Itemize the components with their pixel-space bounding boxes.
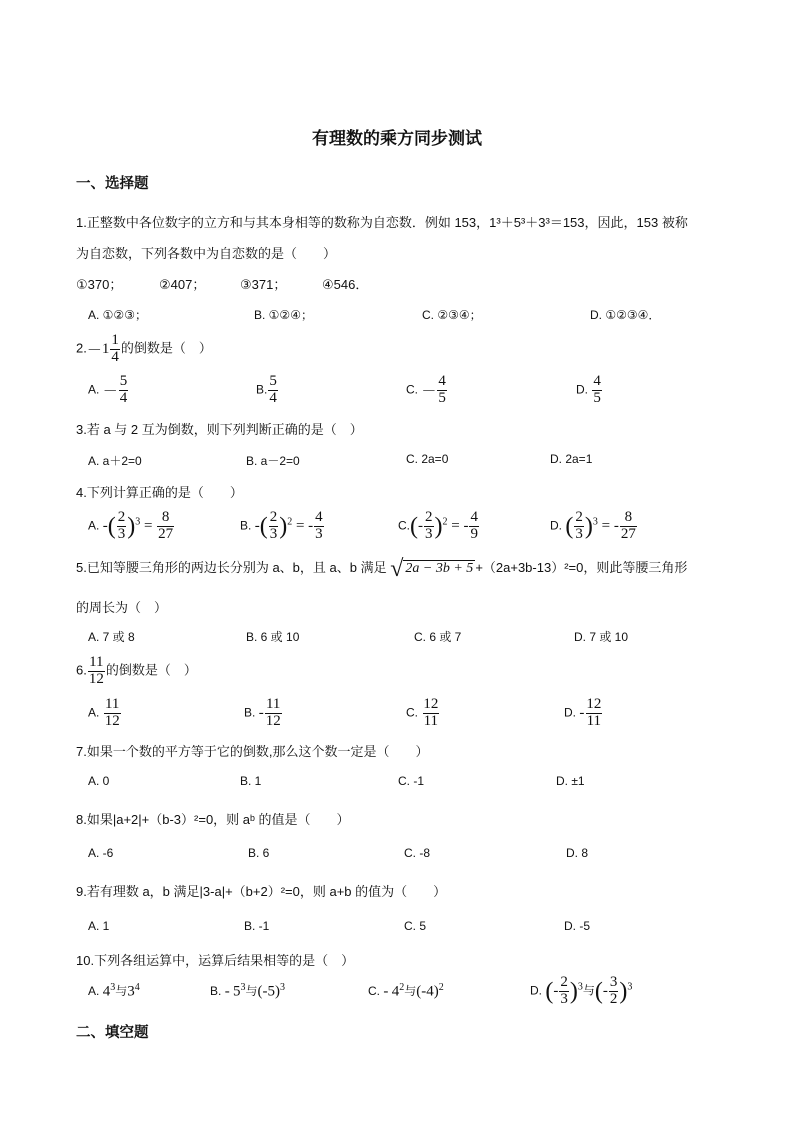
q10-option-d[interactable]: D. (- $\frac{2}{3}$ )$^3$与(- $\frac{3}{2}$ )$^3$ [530, 974, 633, 1007]
q2-number: 2. [76, 340, 87, 356]
q9-option-b[interactable]: B. -1 [244, 919, 270, 933]
q1-option-b[interactable]: B. ①②④； [254, 308, 313, 322]
q2-whole: 1 [101, 340, 110, 357]
q9-option-c[interactable]: C. 5 [404, 919, 427, 933]
q8-option-c[interactable]: C. -8 [404, 846, 431, 860]
q5-stem-suffix: +（2a+3b-13）²=0，则此等腰三角形 [475, 560, 688, 575]
q8-option-b[interactable]: B. 6 [248, 846, 270, 860]
q5-stem-prefix: 5.已知等腰三角形的两边长分别为 a、b，且 a、b 满足 [76, 560, 387, 575]
question-8: 8.如果|a+2|+（b-3）²=0，则 aᵇ 的值是（ ） [76, 812, 350, 827]
q3-option-b[interactable]: B. a－2=0 [246, 454, 300, 468]
page-title: 有理数的乘方同步测试 [312, 129, 482, 148]
q1-item-4: ④546． [322, 277, 369, 292]
q4-option-c[interactable]: C.(- $\frac{2}{3}$ )$^2$ = - $\frac{4}{9}$ [398, 509, 478, 542]
question-3: 3.若 a 与 2 互为倒数，则下列判断正确的是（ ） [76, 422, 363, 437]
q1-option-a[interactable]: A. ①②③； [88, 308, 147, 322]
q5-option-d[interactable]: D. 7 或 10 [574, 630, 629, 644]
q2-option-d[interactable]: D. $\frac{4}{5}$ [576, 373, 601, 406]
q3-option-d[interactable]: D. 2a=1 [550, 452, 593, 466]
question-2 [76, 333, 212, 366]
question-10: 10.下列各组运算中，运算后结果相等的是（ ） [76, 953, 355, 968]
q10-option-a[interactable]: A. $4^3$与$3^4$ [88, 982, 140, 1000]
q1-item-3: ③371； [240, 277, 287, 292]
q8-option-d[interactable]: D. 8 [566, 846, 589, 860]
question-5-line-1 [76, 556, 687, 583]
question-1-line-1: 1.正整数中各位数字的立方和与其本身相等的数称为自恋数．例如 153，1³＋5³＋3³＝153，因此，153 被称 [76, 215, 688, 230]
q7-option-d[interactable]: D. ±1 [556, 774, 585, 788]
q7-option-a[interactable]: A. 0 [88, 774, 110, 788]
question-5-line-2: 的周长为（ ） [76, 600, 168, 615]
q4-option-d[interactable]: D. ( $\frac{2}{3}$ )$^3$ = - $\frac{8}{27}$ [550, 509, 636, 542]
question-9: 9.若有理数 a，b 满足|3-a|+（b+2）²=0，则 a+b 的值为（ ） [76, 884, 447, 899]
q1-item-1: ①370； [76, 277, 123, 292]
q6-option-a[interactable]: A. $\frac{11}{12}$ [88, 696, 120, 729]
question-6: 6. $\frac{11}{12}$ 的倒数是（ ） [76, 654, 197, 687]
q10-option-c[interactable]: C. - $4^2$与$(-4)^2$ [368, 982, 444, 1000]
q4-option-b[interactable]: B. -( $\frac{2}{3}$ )$^2$ = - $\frac{4}{3}$ [240, 509, 323, 542]
q6-option-c[interactable]: C. $\frac{12}{11}$ [406, 696, 439, 729]
q4-option-a[interactable]: A. -( $\frac{2}{3}$ )$^3$ = $\frac{8}{27}$ [88, 509, 174, 542]
q1-option-d[interactable]: D. ①②③④． [590, 308, 661, 322]
q7-option-b[interactable]: B. 1 [240, 774, 262, 788]
section-heading-fill: 二、填空题 [76, 1025, 149, 1041]
q6-option-b[interactable]: B. - $\frac{11}{12}$ [244, 696, 281, 729]
q2-minus: － [86, 342, 102, 359]
q6-option-d[interactable]: D. - $\frac{12}{11}$ [564, 696, 602, 729]
q2-option-c[interactable]: C. － $\frac{4}{5}$ [406, 373, 446, 406]
q1-item-2: ②407； [159, 277, 206, 292]
q10-option-b[interactable]: B. - $5^3$与$(-5)^3$ [210, 982, 286, 1000]
q8-option-a[interactable]: A. -6 [88, 846, 114, 860]
q7-option-c[interactable]: C. -1 [398, 774, 425, 788]
section-heading-choice: 一、选择题 [76, 176, 149, 192]
q5-radicand: 2a − 3b + 5 [405, 561, 474, 576]
q2-option-a[interactable]: A. － $\frac{5}{4}$ [88, 373, 128, 406]
question-4: 4.下列计算正确的是（ ） [76, 485, 243, 500]
q3-option-a[interactable]: A. a＋2=0 [88, 454, 142, 468]
q2-option-b[interactable]: B. $\frac{5}{4}$ [256, 373, 277, 406]
q6-fraction: $\frac{11}{12}$ [88, 654, 104, 687]
q5-option-c[interactable]: C. 6 或 7 [414, 630, 462, 644]
q5-option-b[interactable]: B. 6 或 10 [246, 630, 300, 644]
question-1-line-2: 为自恋数，下列各数中为自恋数的是（ ） [76, 246, 337, 261]
q9-option-a[interactable]: A. 1 [88, 919, 110, 933]
sqrt-symbol: √ [390, 556, 404, 582]
q2-stem-suffix: 的倒数是（ ） [120, 340, 212, 356]
q1-option-c[interactable]: C. ②③④； [422, 308, 482, 322]
q9-option-d[interactable]: D. -5 [564, 919, 591, 933]
q2-fraction: $\frac{1}{4}$ [111, 332, 119, 365]
q5-option-a[interactable]: A. 7 或 8 [88, 630, 135, 644]
q3-option-c[interactable]: C. 2a=0 [406, 452, 449, 466]
question-7: 7.如果一个数的平方等于它的倒数,那么这个数一定是（ ） [76, 744, 429, 759]
